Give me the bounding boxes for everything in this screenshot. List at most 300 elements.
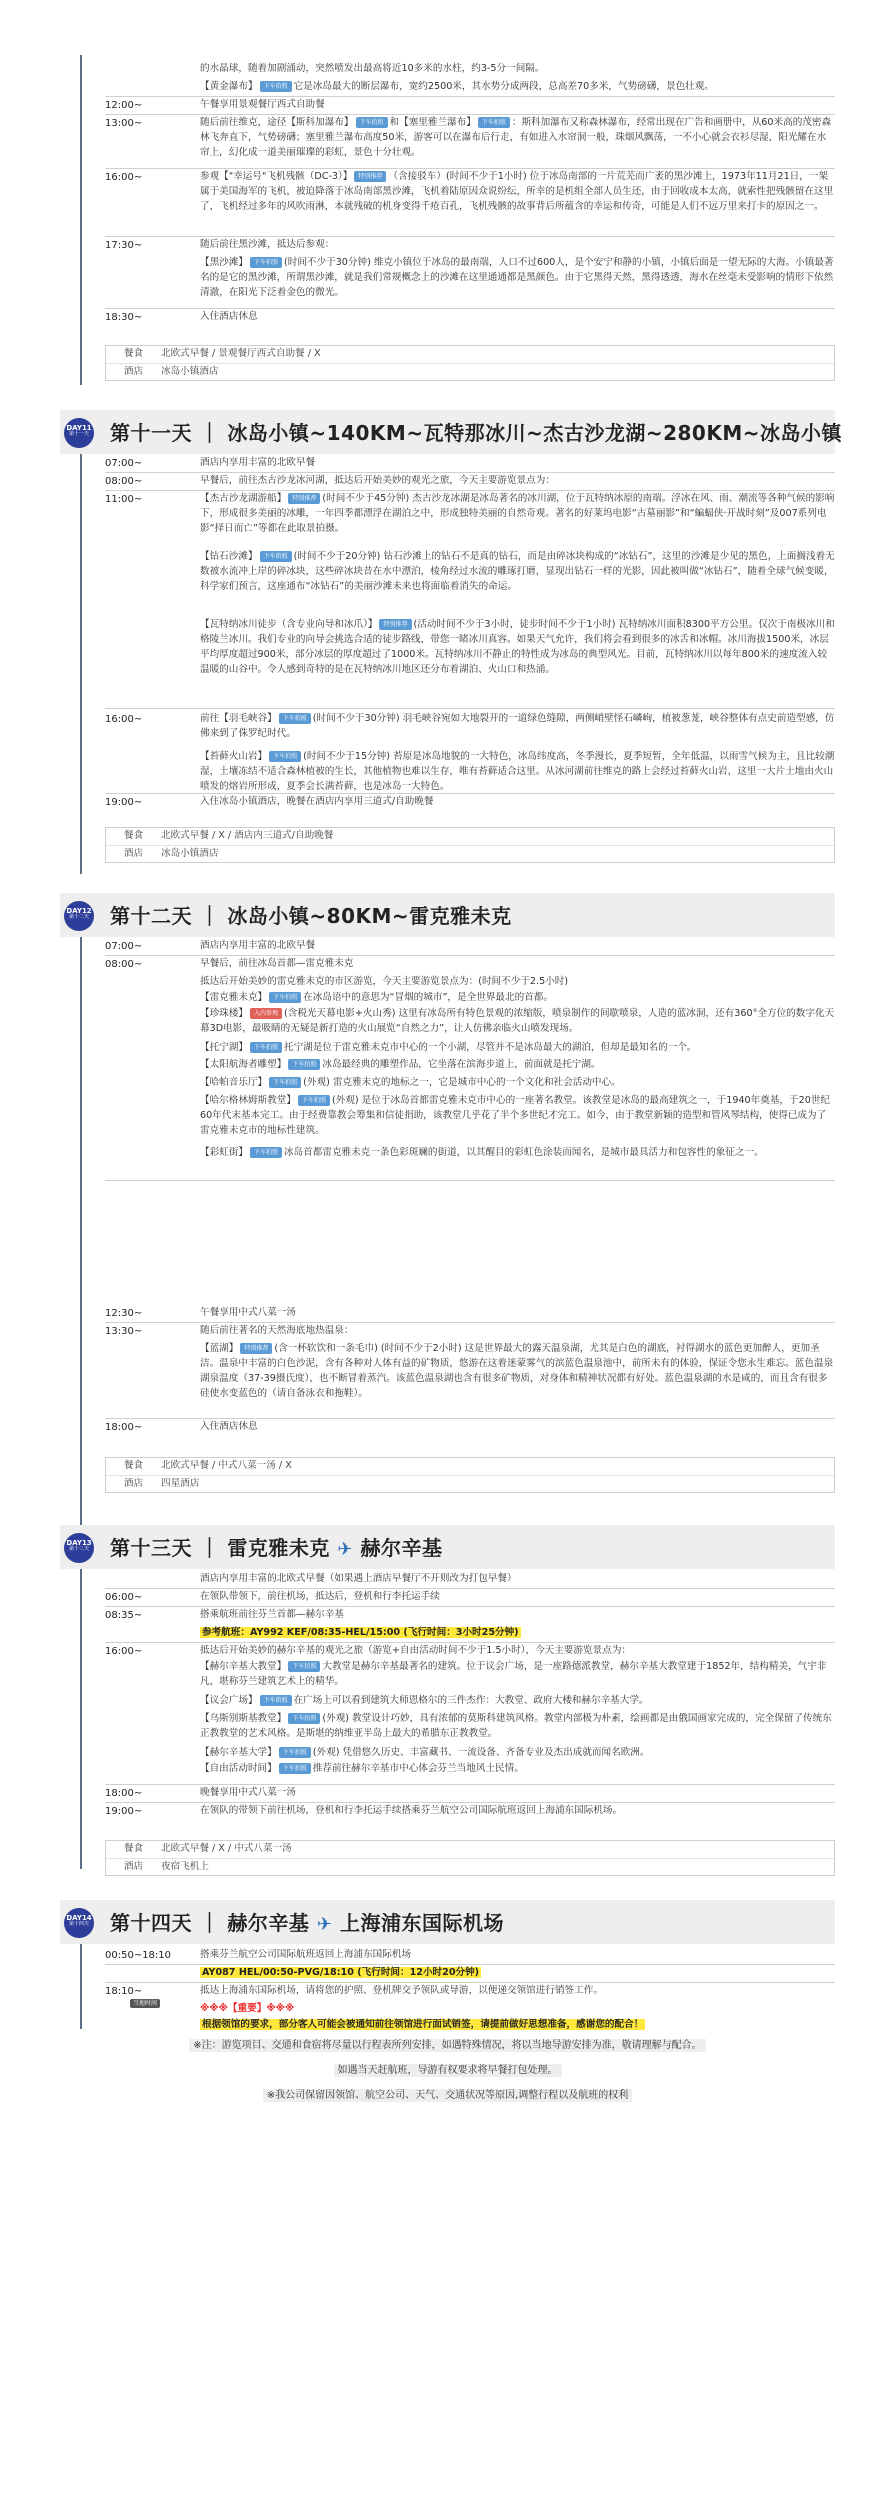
schedule-row [105,238,835,254]
day-badge-number: DAY11 [66,424,92,432]
schedule-row [105,1058,835,1073]
row-divider [105,1606,835,1607]
day-title [110,901,512,932]
schedule-row [105,1644,835,1660]
notice-text: 如遇当天赶航班，导游有权要求将早餐打包处理。 [334,2064,562,2077]
row-text: 【钻石沙滩】 [200,551,258,562]
row-tag-badge: 下车拍照 [288,1661,320,1672]
row-time [105,2018,200,2033]
row-text: 【赫尔辛基大学】 [200,1747,277,1758]
row-time: 16:00~ [105,714,143,725]
row-text: 抵达后开始美妙的赫尔辛基的观光之旅（游览+自由活动时间不少于1.5小时），今天主要游览景点为： [200,1645,632,1656]
row-time: 16:00~ [105,1646,143,1657]
row-content [200,1572,835,1587]
row-time [105,256,200,301]
schedule-row [105,1712,835,1742]
row-content [200,618,835,677]
row-content [200,256,835,301]
timeline-line [80,1569,82,1869]
day-badge-number: DAY13 [66,1539,92,1547]
schedule-row [105,1694,835,1709]
row-divider [105,114,835,115]
meal-value: 北欧式早餐 / X / 中式八菜一汤 [161,1843,292,1855]
row-text: 【瓦特纳冰川徒步（含专业向导和冰爪）】 [200,619,378,630]
row-tag-badge: 特别推荐 [240,1343,272,1354]
schedule-row [105,1572,835,1587]
schedule-row [105,1076,835,1091]
row-text: 随后前往黑沙滩，抵达后参观： [200,239,335,250]
row-text: 【雷克雅未克】 [200,992,268,1003]
row-text: 【苔藓火山岩】 [200,751,268,762]
row-content [200,1590,835,1606]
row-content [200,1712,835,1742]
row-content [200,456,835,472]
meal-label: 餐食 [123,830,144,842]
row-text-detail: 推荐前往赫尔辛基市中心体会芬兰当地风土民情。 [312,1763,524,1774]
day-title-text: 第十二天 ｜ 冰岛小镇~80KM~雷克雅未克 [110,904,512,928]
row-divider [105,236,835,237]
row-text-detail: (外观) 雷克雅未克的地标之一，它是城市中心的一个文化和社会活动中心。 [303,1077,621,1088]
row-text: 午餐享用中式八菜一汤 [200,1307,296,1318]
meal-hotel-box [105,1840,835,1876]
row-content [200,116,835,161]
row-text: 【珍珠楼】 [200,1008,248,1019]
row-text: 【托宁湖】 [200,1042,248,1053]
row-time [105,991,200,1006]
row-text-detail: 冰岛首都雷克雅未克一条色彩斑斓的街道，以其醒目的彩虹色涂装而闻名，是城市最具活力和包容性的象征之一。 [283,1147,764,1158]
schedule-row [105,1608,835,1624]
notice-text: ※我公司保留因领馆、航空公司、天气、交通状况等原因,调整行程以及航班的权利 [263,2089,633,2102]
schedule-row [105,456,835,472]
row-content [200,1094,835,1139]
row-text: 【蓝湖】 [200,1343,239,1354]
row-content [200,98,835,114]
row-text: 随后前往著名的天然海底地热温泉： [200,1325,354,1336]
row-text: 搭乘航班前往芬兰首都—赫尔辛基 [200,1609,344,1620]
row-divider [105,490,835,491]
row-text: 在领队带领下，前往机场，抵达后，登机和行李托运手续 [200,1591,440,1602]
row-tag-badge: 下车拍照 [279,1763,311,1774]
row-content [200,1146,835,1161]
row-text: 【黄金瀑布】 [200,81,258,92]
airplane-icon: ✈ [316,1914,333,1935]
row-content [200,1694,835,1709]
row-tag-badge: 特别推荐 [379,619,411,630]
row-content [200,1804,835,1820]
meal-row [106,1841,834,1858]
day-badge-label: 第十二天 [68,914,89,921]
schedule-row [105,1804,835,1820]
meal-row [106,346,834,363]
schedule-row [105,1146,835,1161]
timeline-line [80,937,82,1537]
row-text: 【太阳航海者雕塑】 [200,1059,287,1070]
row-content [200,1058,835,1073]
row-time [105,1762,200,1777]
schedule-row [105,1094,835,1139]
row-time [105,1626,200,1641]
row-time: 19:00~ [105,797,143,808]
row-text: 【彩虹街】 [200,1147,248,1158]
row-divider [105,955,835,956]
row-tag-badge: 特别推荐 [354,171,386,182]
day-header [60,410,843,454]
row-text-detail: 大教堂是赫尔辛基最著名的建筑。位于议会广场，是一座路德派教堂，赫尔辛基大教堂建于1852年，结构精美，气宇非凡，堪称芬兰建筑艺术上的精华。 [200,1661,827,1687]
hotel-label: 酒店 [123,1477,144,1489]
flight-info: AY087 HEL/00:50-PVG/18:10 (飞行时间：12小时20分钟) [202,1967,480,1978]
timeline-line [80,55,82,385]
row-content [200,2002,835,2017]
row-content [200,991,835,1006]
row-time [105,1007,200,1037]
hotel-row [106,1475,834,1492]
schedule-row [105,1746,835,1761]
row-content [200,750,835,795]
row-time: 12:30~ [105,1308,143,1319]
row-time [105,1712,200,1742]
meal-hotel-box [105,827,835,863]
schedule-row [105,957,835,973]
footer-notice [0,2038,895,2054]
row-time [105,1694,200,1709]
row-text: 晚餐享用中式八菜一汤 [200,1787,296,1798]
row-tag-badge: 下车拍照 [269,1077,301,1088]
row-content [200,1608,835,1624]
row-divider [105,1802,835,1803]
schedule-row [105,1007,835,1037]
row-text-detail: (活动时间不少于3小时，徒步时间不少于1小时) 瓦特纳冰川面积8300平方公里。仅次于南极冰川和格陵兰冰川。我们专业的向导会挑选合适的徒步路线，带您一睹冰川真容。如果天气允许，我们将会看到很多的冰舌和冰帽。冰川海拔1500米，冰层平均厚度超过900米，部分冰层的厚度超过了1000米。瓦特纳冰川不静止的特性成为冰岛的典型风光。目前，瓦特纳冰川以每年800米的速度流入较温暖的山谷中。令人感到奇特的是在瓦特纳冰川地区还分布着湖泊、火山口和热涌。 [200,619,835,675]
hotel-row [106,845,834,862]
day-title-from: 第十四天 ｜ 赫尔辛基 [110,1911,317,1935]
row-text-detail: (时间不少于20分钟) 钻石沙滩上的钻石不是真的钻石，而是由碎冰块构成的“冰钻石”，这里的沙滩是少见的黑色，上面搁浅着无数被水流冲上岸的碎冰块，这些碎冰块昔在水中漂泊，棱角经过水流的雕琢打磨，显现出钻石一样的光影，因此被叫做“冰钻石”，随着全球气候变暖，科学家们预言，这座通布“冰钻石”的美丽沙滩未来也将面临着消失的命运。 [200,551,835,592]
row-divider [105,793,835,794]
row-text-detail: (外观) 教堂设计巧妙，具有浓郁的莫斯科建筑风格。教堂内部极为朴素，绘画都是由俄国画家完成的，完全保留了传统东正教教堂的艺术风格。是斯堪的纳维亚半岛上最大的希腊东正教教堂。 [200,1713,832,1739]
row-text-detail: (外观) 是位于冰岛首都雷克雅未克市中心的一座著名教堂。该教堂是冰岛的最高建筑之一，于1940年奠基，于20世纪60年代末基本完工。由于经费靠教会筹集和信徒捐助，该教堂几乎花了半个多世纪才完工。如今，由于教堂新颖的造型和管风琴结构，使得已成为了雷克雅未克市的地标性建筑。 [200,1095,831,1136]
day-title-to: 赫尔辛基 [352,1536,443,1560]
row-text: 随后前往维克，途径【斯科加瀑布】 [200,117,354,128]
schedule-row [105,256,835,301]
schedule-row [105,116,835,161]
schedule-row [105,1786,835,1802]
row-text: 【赫尔辛基大教堂】 [200,1661,287,1672]
schedule-row [105,2018,835,2033]
row-time [105,1058,200,1073]
schedule-row [105,550,835,595]
day-badge-number: DAY12 [66,907,92,915]
schedule-row [105,975,835,990]
row-text: 【乌斯别斯基教堂】 [200,1713,287,1724]
schedule-row [105,1420,835,1436]
row-content [200,1966,835,1981]
schedule-row [105,750,835,795]
day-badge-label: 第十三天 [68,1546,89,1553]
row-tag-badge: 下车拍照 [260,1695,292,1706]
row-tag-badge: 下车拍照 [250,1147,282,1158]
schedule-row [105,1762,835,1777]
row-tag-badge: 下车拍照 [250,257,282,268]
schedule-row [105,1306,835,1322]
row-time [105,1094,200,1139]
schedule-row [105,310,835,326]
row-text: 在领队的带领下前往机场，登机和行李托运手续搭乘芬兰航空公司国际航班返回上海浦东国际机场。 [200,1805,623,1816]
row-time: 19:00~ [105,1806,143,1817]
row-text-detail: (时间不少于45分钟) 杰古沙龙冰湖是冰岛著名的冰川湖，位于瓦特纳冰原的南端。浮冰在风、雨、潮流等各种气候的影响下，形成很多美丽的冰雕，一年四季都漂浮在湖泊之中，形成独特美丽的自然奇观。著名的好莱坞电影“古墓丽影”和“蝙蝠侠·开战时刻”及007系列电影“择日而亡”等都在此取景拍摄。 [200,493,835,534]
schedule-row [105,712,835,742]
row-time [105,80,200,95]
row-time [105,62,200,77]
schedule-row [105,170,835,215]
row-time [105,1076,200,1091]
row-text: 前往【羽毛峡谷】 [200,713,277,724]
row-content [200,1041,835,1056]
row-text-detail: (时间不少于15分钟) 苔原是冰岛地貌的一大特色，冰岛纬度高，冬季漫长，夏季短暂，全年低温，以雨雪气候为主，且比较潮湿，土壤冻结不适合森林植被的生长，其他植物也难以生存，唯有苔藓适合这里。从冰河湖前往维克的路上会经过苔藓火山岩，这里一大片土地由火山喷发的熔岩所形成，夏季会长满苔藓，也是冰岛一大特色。 [200,751,835,792]
hotel-label: 酒店 [123,1860,144,1872]
schedule-row [105,1041,835,1056]
day-header [60,893,835,937]
important-notice: 根据领馆的要求，部分客人可能会被通知前往领馆进行面试销签，请提前做好思想准备，感谢您的配合！ [202,2019,644,2030]
row-text: 入住冰岛小镇酒店，晚餐在酒店内享用三道式/自助晚餐 [200,796,434,807]
row-content [200,1786,835,1802]
day-title [110,1533,442,1564]
row-content [200,1007,835,1037]
schedule-row [105,1966,835,1981]
row-time [105,1746,200,1761]
row-text: 抵达上海浦东国际机场，请将您的护照、登机牌交予领队或导游，以便递交领馆进行销签工作。 [200,1985,603,1996]
row-content [200,712,835,742]
row-tag-badge: 下车拍照 [288,1713,320,1724]
schedule-row [105,1984,835,2000]
schedule-row [105,1660,835,1690]
row-content [200,170,835,215]
hotel-value: 夜宿飞机上 [161,1860,209,1872]
hotel-value: 四星酒店 [161,1477,200,1489]
row-time: 18:10~ [105,1986,143,1997]
row-text-detail: （含接驳车）(时间不少于1小时) 位于冰岛南部的一片荒芜而广袤的黑沙滩上，1973年11月21日，一架属于美国海军的飞机，被迫降落于冰岛南部黑沙滩，飞机着陆原因众说纷纭，所幸的是机组全部人员生还，由于回收成本太高，就索性把残骸留在这里了，飞机经过多年的风吹雨淋，本就残破的机身变得千疮百孔，飞机残骸的故事背后所蕴含的幸运和传奇，可能是人们不远万里来打卡的原因之一。 [200,171,834,212]
row-text-detail: (外观) 凭借悠久历史、丰富藏书、一流设备、齐备专业及杰出成就而闻名欧洲。 [312,1747,650,1758]
schedule-row [105,1342,835,1401]
row-tag-badge: 下车拍照 [269,751,301,762]
row-time [105,1660,200,1690]
row-content [200,1324,835,1340]
day-badge-label: 第十一天 [68,431,89,438]
schedule-row [105,795,835,811]
row-text-detail: 冰岛最经典的雕塑作品，它坐落在滨海步道上，前面就是托宁湖。 [322,1059,601,1070]
row-time: 00:50~18:10 [105,1950,172,1961]
schedule-row [105,1948,835,1964]
row-content [200,474,835,490]
row-content [200,1076,835,1091]
row-text: 搭乘芬兰航空公司国际航班返回上海浦东国际机场 [200,1949,412,1960]
row-divider [105,472,835,473]
row-text-detail: ：斯科加瀑布又称森林瀑布，经常出现在广告和画册中，从60米高的茂密森林飞奔直下，气势磅礴；塞里雅兰瀑布高度50米，游客可以在瀑布后行走，有如进入水帘洞一般，珠烟风飘荡，一不小心就会衣衫尽湿，阳光耀在水帘上，幻化成一道美丽璀璨的彩虹，景色十分壮观。 [200,117,832,158]
row-content [200,310,835,326]
timeline-line [80,1944,82,2029]
row-tag-badge: 特别推荐 [288,493,320,504]
schedule-row [105,618,835,677]
schedule-row [105,991,835,1006]
day-title-to: 上海浦东国际机场 [332,1911,504,1935]
meal-value: 北欧式早餐 / 景观餐厅西式自助餐 / X [161,348,321,360]
row-time: 12:00~ [105,100,143,111]
row-time: 16:00~ [105,172,143,183]
hotel-label: 酒店 [123,847,144,859]
row-time: 18:00~ [105,1788,143,1799]
schedule-row [105,1626,835,1641]
row-divider [105,1964,835,1965]
row-content [200,238,835,254]
day-title-text: 第十一天 ｜ 冰岛小镇~140KM~瓦特那冰川~杰古沙龙湖~280KM~冰岛小镇 [110,421,843,445]
schedule-row [105,2002,835,2017]
notice-text: ※注：游览项目、交通和食宿将尽量以行程表所列安排，如遇特殊情况，将以当地导游安排为准，敬请理解与配合。 [189,2039,705,2052]
row-text: 【议会广场】 [200,1695,258,1706]
row-text-detail: (含税光天幕电影+火山秀) 这里有冰岛所有特色景观的浓缩版，喷泉制作的间歇喷泉，人造的蓝冰洞，还有360°全方位的数字化天幕3D电影，最吸睛的无疑是新打造的火山展览“自然之力”，让人仿佛亲临火山喷发现场。 [200,1008,835,1034]
row-content [200,957,835,973]
schedule-row [105,80,835,95]
row-tag-badge: 下车拍照 [356,117,388,128]
row-text: 【黑沙滩】 [200,257,248,268]
row-content [200,1660,835,1690]
row-divider [105,1642,835,1643]
row-tag-badge: 下车拍照 [250,1042,282,1053]
meal-value: 北欧式早餐 / 中式八菜一汤 / X [161,1460,292,1472]
row-tag-badge: 下车拍照 [288,1059,320,1070]
row-text-detail: (时间不少于30分钟) 羽毛峡谷宛如大地裂开的一道绿色缝隙，两侧峭壁怪石嶙峋，植被葱茏，峡谷整体有点史前造型感，仿佛来到了侏罗纪时代。 [200,713,835,739]
row-tag-badge: 下车拍照 [478,117,510,128]
row-time: 06:00~ [105,1592,143,1603]
row-text: 酒店内享用丰富的北欧早餐 [200,457,316,468]
row-content [200,1420,835,1436]
row-content [200,1342,835,1401]
row-time [105,1966,200,1981]
row-text-detail: 在广场上可以看到建筑大师恩格尔的三件杰作：大教堂、政府大楼和赫尔辛基大学。 [293,1695,649,1706]
row-content [200,62,835,77]
day-title [110,418,842,449]
day-badge-label: 第十四天 [68,1921,89,1928]
row-text-detail: (含一杯软饮和一条毛巾) (时间不少于2小时) 这是世界最大的露天温泉湖，尤其是白色的湖底，衬得湖水的蓝色更加醉人，更加圣洁。温泉中丰富的白色沙泥，含有各种对人体有益的矿物质，悠游在这着迷蒙雾气的滨蓝色温泉池中，前所未有的体验，保证令您永生难忘。蓝色温泉湖泉温度（37-39摄氏度），也不断冒着蒸汽。该蓝色温泉湖也含有很多矿物质，对身体和精神状况都有好处。蓝色温泉湖的水是咸的，而且含有很多硅使水变蓝色的（请自备泳衣和拖鞋）。 [200,1343,834,1399]
row-tag-badge: 下车拍照 [279,1747,311,1758]
row-tag-badge: 入内参观 [250,1008,282,1019]
row-content [200,1644,835,1660]
day-badge [64,901,94,931]
row-content [200,2018,835,2033]
row-text: 的水晶球，随着加剧涌动，突然喷发出最高将近10多米的水柱，约3-5分一间隔。 [200,63,545,74]
row-divider [105,1588,835,1589]
timeline-line [80,454,82,874]
meal-label: 餐食 [123,1460,144,1472]
row-tag-badge: 下车拍照 [298,1095,330,1106]
row-tag-badge: 下车拍照 [260,81,292,92]
row-content [200,1306,835,1322]
row-time: 08:00~ [105,476,143,487]
row-text: 酒店内享用丰富的北欧早餐 [200,940,316,951]
hotel-label: 酒店 [123,365,144,377]
row-text-detail: 在冰岛语中的意思为“冒烟的城市”，是全世界最北的首都。 [303,992,553,1003]
schedule-row [105,62,835,77]
row-content [200,550,835,595]
day-title [110,1908,504,1939]
row-time [105,975,200,990]
row-content [200,939,835,955]
hotel-row [106,1858,834,1875]
schedule-row [105,492,835,537]
row-time: 18:30~ [105,312,143,323]
day-badge [64,1533,94,1563]
row-time [105,1572,200,1587]
row-content [200,1626,835,1641]
row-tag-badge: 下车拍照 [279,713,311,724]
row-time: 08:35~ [105,1610,143,1621]
row-time: 07:00~ [105,941,143,952]
row-divider [105,708,835,709]
meal-hotel-box [105,1457,835,1493]
row-content [200,975,835,990]
meal-hotel-box [105,345,835,381]
row-text: 【哈帕音乐厅】 [200,1077,268,1088]
day-header [60,1900,835,1944]
row-divider [105,1180,835,1181]
footer-notice [0,2088,895,2104]
row-text-detail: (时间不少于30分钟) 维克小镇位于冰岛的最南端，人口不过600人，是个安宁和静的小镇，小镇后面是一望无际的大海。小镇最著名的是它的黑沙滩，所谓黑沙滩，就是我们常规概念上的沙滩在这里通通都是黑颜色。由于它黑得天然，黑得透透，海水在丝毫未受影响的情形下依然清澈，在阳光下泛着金色的微光。 [200,257,834,298]
row-divider [105,1784,835,1785]
row-content [200,80,835,95]
day-header [60,1525,835,1569]
row-text-detail: 托宁湖是位于雷克雅未克市中心的一个小湖，尽管并不是冰岛最大的湖泊，但却是最知名的一个。 [283,1042,697,1053]
flight-info: 参考航班：AY992 KEF/08:35-HEL/15:00 (飞行时间：3小时25分钟) [202,1627,519,1638]
row-time: 13:30~ [105,1326,143,1337]
row-tag-badge: 下车拍照 [260,551,292,562]
row-text: 午餐享用景观餐厅西式自助餐 [200,99,325,110]
row-time: 18:00~ [105,1422,143,1433]
day-badge [64,1908,94,1938]
row-time [105,1041,200,1056]
row-time [105,1146,200,1161]
day-badge-number: DAY14 [66,1914,92,1922]
row-content [200,1948,835,1964]
day-title-from: 第十三天 ｜ 雷克雅未克 [110,1536,338,1560]
row-time: 08:00~ [105,959,143,970]
meal-label: 餐食 [123,1843,144,1855]
row-content [200,1746,835,1761]
row-text: 早餐后，前往杰古沙龙冰河湖，抵达后开始美妙的观光之旅，今天主要游览景点为： [200,475,555,486]
schedule-row [105,1324,835,1340]
row-text: 抵达后开始美妙的雷克雅未克的市区游览，今天主要游览景点为：(时间不少于2.5小时) [200,976,569,987]
day-badge [64,418,94,448]
airplane-icon: ✈ [337,1539,353,1560]
row-divider [105,308,835,309]
row-divider [105,1418,835,1419]
meal-row [106,1458,834,1475]
row-time [105,750,200,795]
row-divider [105,96,835,97]
row-content [200,795,835,811]
hotel-row [106,363,834,380]
row-divider [105,1982,835,1983]
row-tag-badge: 下车拍照 [269,992,301,1003]
row-content [200,1762,835,1777]
schedule-row [105,1590,835,1606]
row-content [200,492,835,537]
meal-row [106,828,834,845]
hotel-value: 冰岛小镇酒店 [161,365,219,377]
important-label: ※※※【重要】※※※ [200,2003,295,2014]
row-time [105,618,200,677]
meal-value: 北欧式早餐 / X / 酒店内三道式/自助晚餐 [161,830,334,842]
row-text-detail: 它是冰岛最大的断层瀑布，宽约2500米，其水势分成两段，总高差70多米，气势磅礴，景色壮观。 [293,81,714,92]
row-content [200,1984,835,2000]
hotel-value: 冰岛小镇酒店 [161,847,219,859]
schedule-row [105,474,835,490]
row-divider [105,168,835,169]
